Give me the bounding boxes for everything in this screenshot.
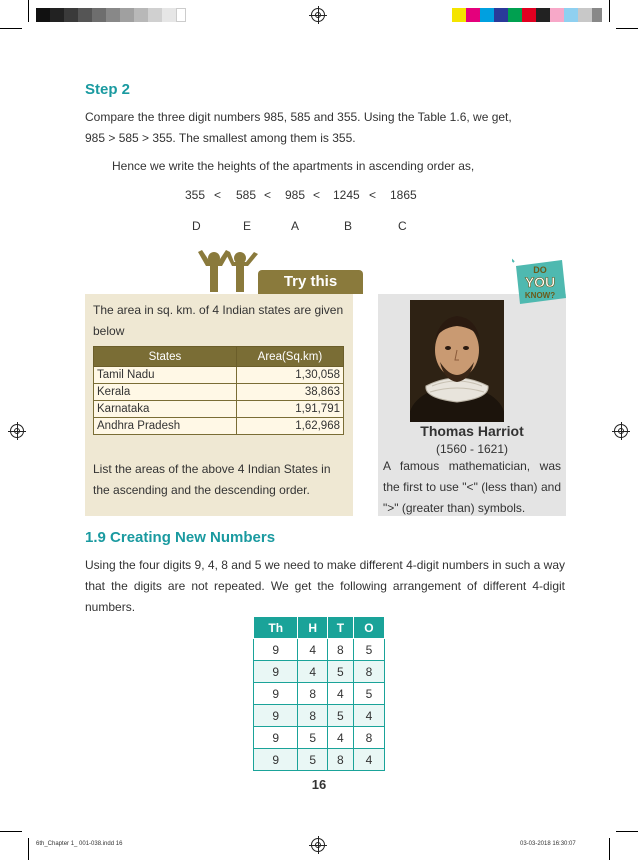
table-row [254,749,385,771]
less-than-symbol: < [264,188,272,202]
table-header: States [94,347,237,367]
registration-mark-bottom [311,838,325,852]
page-number: 16 [311,777,327,792]
badge-text: KNOW? [524,291,556,300]
did-you-know-text: A famous mathematician, was the first to use "<" (less than) and ">" (greater than) symbols. [383,459,561,515]
order-value: 355 [185,188,206,202]
state-area: 38,863 [236,384,343,401]
digit-cell: 9 [254,749,298,771]
digit-cell: 9 [254,661,298,683]
state-area: 1,30,058 [236,367,343,384]
place-value-header: O [353,617,384,639]
digit-cell: 8 [327,749,353,771]
did-you-know-badge [512,258,568,308]
place-value-header: T [327,617,353,639]
apartment-letter: B [344,219,353,233]
digit-cell: 4 [353,749,384,771]
section-paragraph: Using the four digits 9, 4, 8 and 5 we need to make different 4-digit numbers in such a way that the digits are not repeated. We get the following arrangement of different 4-digit numbers. [85,558,565,614]
ascending-intro: Hence we write the heights of the apartments in ascending order as, [112,159,475,173]
state-name: Karnataka [94,401,237,418]
order-value: 585 [236,188,257,202]
digit-cell: 9 [254,639,298,661]
badge-text: DO [533,265,547,275]
table-row [94,384,344,401]
step-heading: Step 2 [85,81,131,98]
state-name: Tamil Nadu [94,367,237,384]
less-than-symbol: < [313,188,321,202]
step-paragraph [85,107,565,149]
table-row [254,639,385,661]
try-this-task: List the areas of the above 4 Indian States in the ascending and the descending order. [93,462,331,497]
table-row [254,727,385,749]
place-value-header: Th [254,617,298,639]
digit-cell: 5 [327,705,353,727]
digit-cell: 8 [353,661,384,683]
digit-cell: 8 [298,683,327,705]
digit-cell: 5 [298,749,327,771]
step-paragraph-line-1: Compare the three digit numbers 985, 585 and 355. Using the Table 1.6, we get, [85,110,512,124]
digit-cell: 5 [327,661,353,683]
people-cheering-icon [196,250,260,294]
table-row [254,683,385,705]
digit-cell: 8 [353,727,384,749]
states-area-table [93,346,344,435]
digit-cell: 4 [298,661,327,683]
apartment-letter: C [398,219,407,233]
state-area: 1,91,791 [236,401,343,418]
table-header: Area(Sq.km) [236,347,343,367]
digit-cell: 9 [254,683,298,705]
thomas-harriot-portrait [410,300,504,422]
mathematician-name: Thomas Harriot [420,423,524,439]
order-value: 1865 [390,188,417,202]
order-value: 1245 [333,188,360,202]
registration-mark-left [10,424,24,438]
footer-file-name: 6th_Chapter 1_ 001-038.indd 16 [36,841,123,847]
registration-mark-right [614,424,628,438]
digit-cell: 5 [353,639,384,661]
table-row [254,705,385,727]
less-than-symbol: < [214,188,222,202]
badge-text: YOU [524,274,556,290]
table-row [254,661,385,683]
digit-cell: 5 [353,683,384,705]
registration-mark-top [311,8,325,22]
try-this-tab: Try this [258,270,363,294]
order-value: 985 [285,188,306,202]
digit-cell: 4 [298,639,327,661]
apartment-letter: E [243,219,252,233]
table-row [94,401,344,418]
place-value-header: H [298,617,327,639]
step-paragraph-line-2: 985 > 585 > 355. The smallest among them is 355. [85,131,356,145]
less-than-symbol: < [369,188,377,202]
digit-cell: 4 [353,705,384,727]
state-area: 1,62,968 [236,418,343,435]
table-row [94,418,344,435]
mathematician-years: (1560 - 1621) [435,442,509,456]
digit-cell: 9 [254,727,298,749]
table-row [94,367,344,384]
try-this-intro: The area in sq. km. of 4 Indian states are given below [93,303,344,338]
state-name: Kerala [94,384,237,401]
digit-arrangement-table [253,616,385,771]
digit-cell: 8 [298,705,327,727]
digit-cell: 4 [327,727,353,749]
apartment-letter: A [291,219,300,233]
section-heading: 1.9 Creating New Numbers [85,529,276,546]
digit-cell: 5 [298,727,327,749]
footer-timestamp: 03-03-2018 16:30:07 [520,841,576,847]
digit-cell: 8 [327,639,353,661]
apartment-letter: D [192,219,201,233]
state-name: Andhra Pradesh [94,418,237,435]
digit-cell: 4 [327,683,353,705]
digit-cell: 9 [254,705,298,727]
